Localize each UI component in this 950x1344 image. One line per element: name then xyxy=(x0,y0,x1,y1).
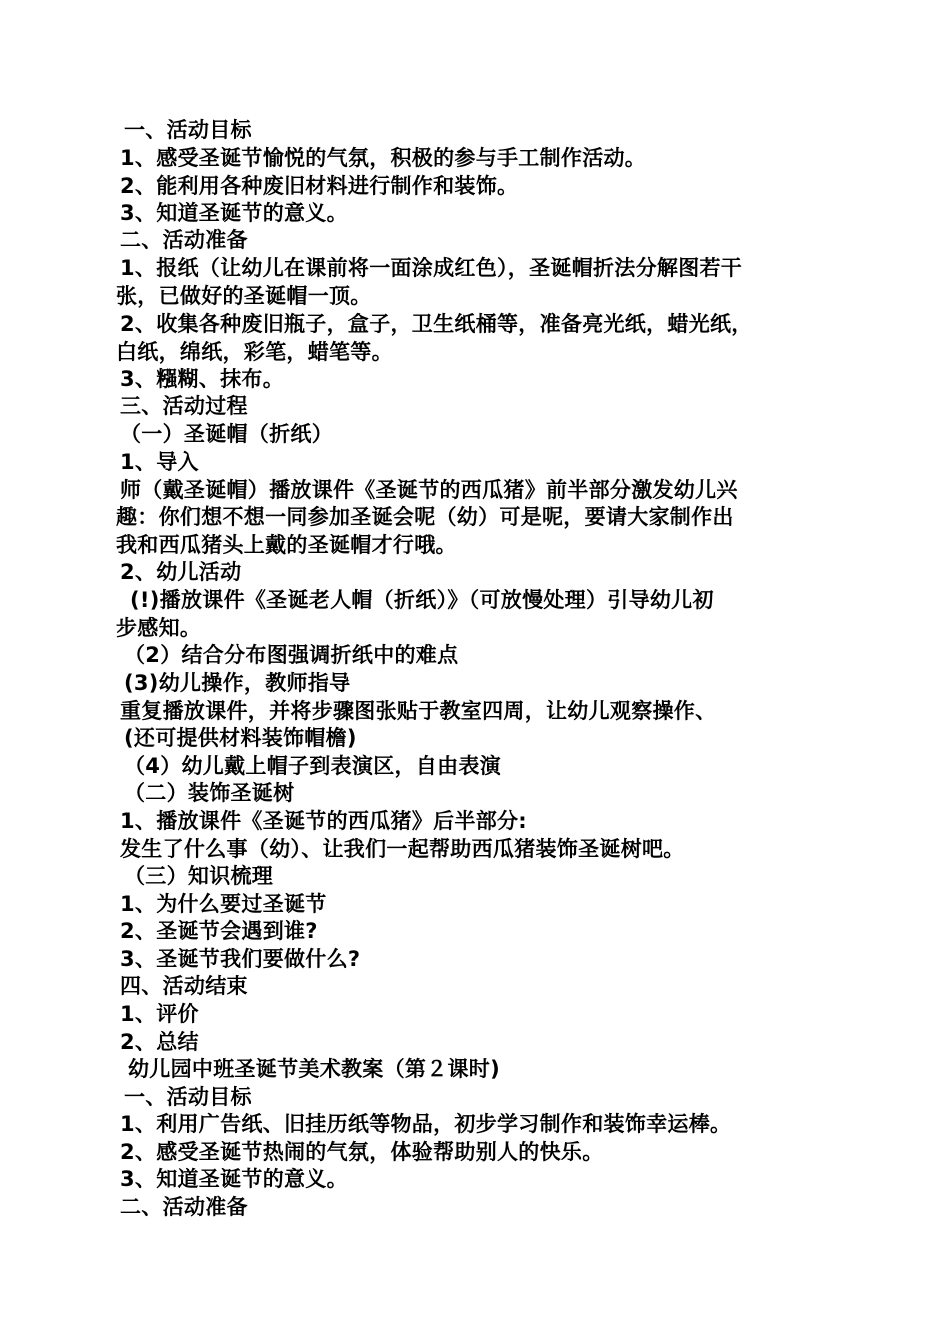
text-line: (3)幼儿操作，教师指导 xyxy=(124,671,351,695)
text-line: 白纸，绵纸，彩笔，蜡笔等。 xyxy=(116,340,393,364)
section-heading: 一、活动目标 xyxy=(124,1085,252,1109)
text-line: (还可提供材料装饰帽檐) xyxy=(124,726,357,750)
text-line: 2、圣诞节会遇到谁? xyxy=(120,919,318,943)
text-line: 3、圣诞节我们要做什么? xyxy=(120,947,361,971)
section-heading: 二、活动准备 xyxy=(120,1195,248,1219)
text-line: 1、播放课件《圣诞节的西瓜猪》后半部分: xyxy=(120,809,528,833)
text-line: （2）结合分布图强调折纸中的难点 xyxy=(124,643,459,667)
text-line: 1、感受圣诞节愉悦的气氛，积极的参与手工制作活动。 xyxy=(120,146,647,170)
section-heading: 四、活动结束 xyxy=(120,974,248,998)
text-line: 1、导入 xyxy=(120,450,199,474)
text-line: 3、糨糊、抹布。 xyxy=(120,367,285,391)
text-line: 趣：你们想不想一同参加圣诞会呢（幼）可是呢，要请大家制作出 xyxy=(116,505,734,529)
text-line: 2、能利用各种废旧材料进行制作和装饰。 xyxy=(120,174,519,198)
text-line: 2、幼儿活动 xyxy=(120,560,242,584)
section-heading: 二、活动准备 xyxy=(120,228,248,252)
text-line: 1、报纸（让幼儿在课前将一面涂成红色），圣诞帽折法分解图若干 xyxy=(120,256,743,280)
text-line: 3、知道圣诞节的意义。 xyxy=(120,201,348,225)
text-line: 3、知道圣诞节的意义。 xyxy=(120,1167,348,1191)
text-line: 重复播放课件，并将步骤图张贴于教室四周，让幼儿观察操作、 xyxy=(120,699,717,723)
subsection-heading: （一）圣诞帽（折纸） xyxy=(120,422,333,446)
section-heading: 一、活动目标 xyxy=(124,118,252,142)
text-line: （4）幼儿戴上帽子到表演区，自由表演 xyxy=(124,754,502,778)
text-line: 张，已做好的圣诞帽一顶。 xyxy=(116,284,372,308)
text-line: 2、总结 xyxy=(120,1030,199,1054)
text-line: 2、收集各种废旧瓶子，盒子，卫生纸桶等，准备亮光纸，蜡光纸， xyxy=(120,312,753,336)
subsection-heading: （二）装饰圣诞树 xyxy=(124,781,295,805)
text-line: 师（戴圣诞帽）播放课件《圣诞节的西瓜猪》前半部分激发幼儿兴 xyxy=(120,478,738,502)
text-line: 步感知。 xyxy=(116,616,202,640)
subsection-heading: （三）知识梳理 xyxy=(124,864,274,888)
lesson-title: 幼儿园中班圣诞节美术教案（第２课时) xyxy=(128,1057,500,1081)
section-heading: 三、活动过程 xyxy=(120,394,248,418)
text-line: 1、评价 xyxy=(120,1002,199,1026)
text-line: 2、感受圣诞节热闹的气氛，体验帮助别人的快乐。 xyxy=(120,1140,604,1164)
text-line: (!)播放课件《圣诞老人帽（折纸）》（可放慢处理）引导幼儿初 xyxy=(130,588,714,612)
text-line: 1、为什么要过圣诞节 xyxy=(120,892,327,916)
text-line: 我和西瓜猪头上戴的圣诞帽才行哦。 xyxy=(116,533,457,557)
text-line: 1、利用广告纸、旧挂历纸等物品，初步学习制作和装饰幸运棒。 xyxy=(120,1112,732,1136)
text-line: 发生了什么事（幼）、让我们一起帮助西瓜猪装饰圣诞树吧。 xyxy=(120,837,685,861)
